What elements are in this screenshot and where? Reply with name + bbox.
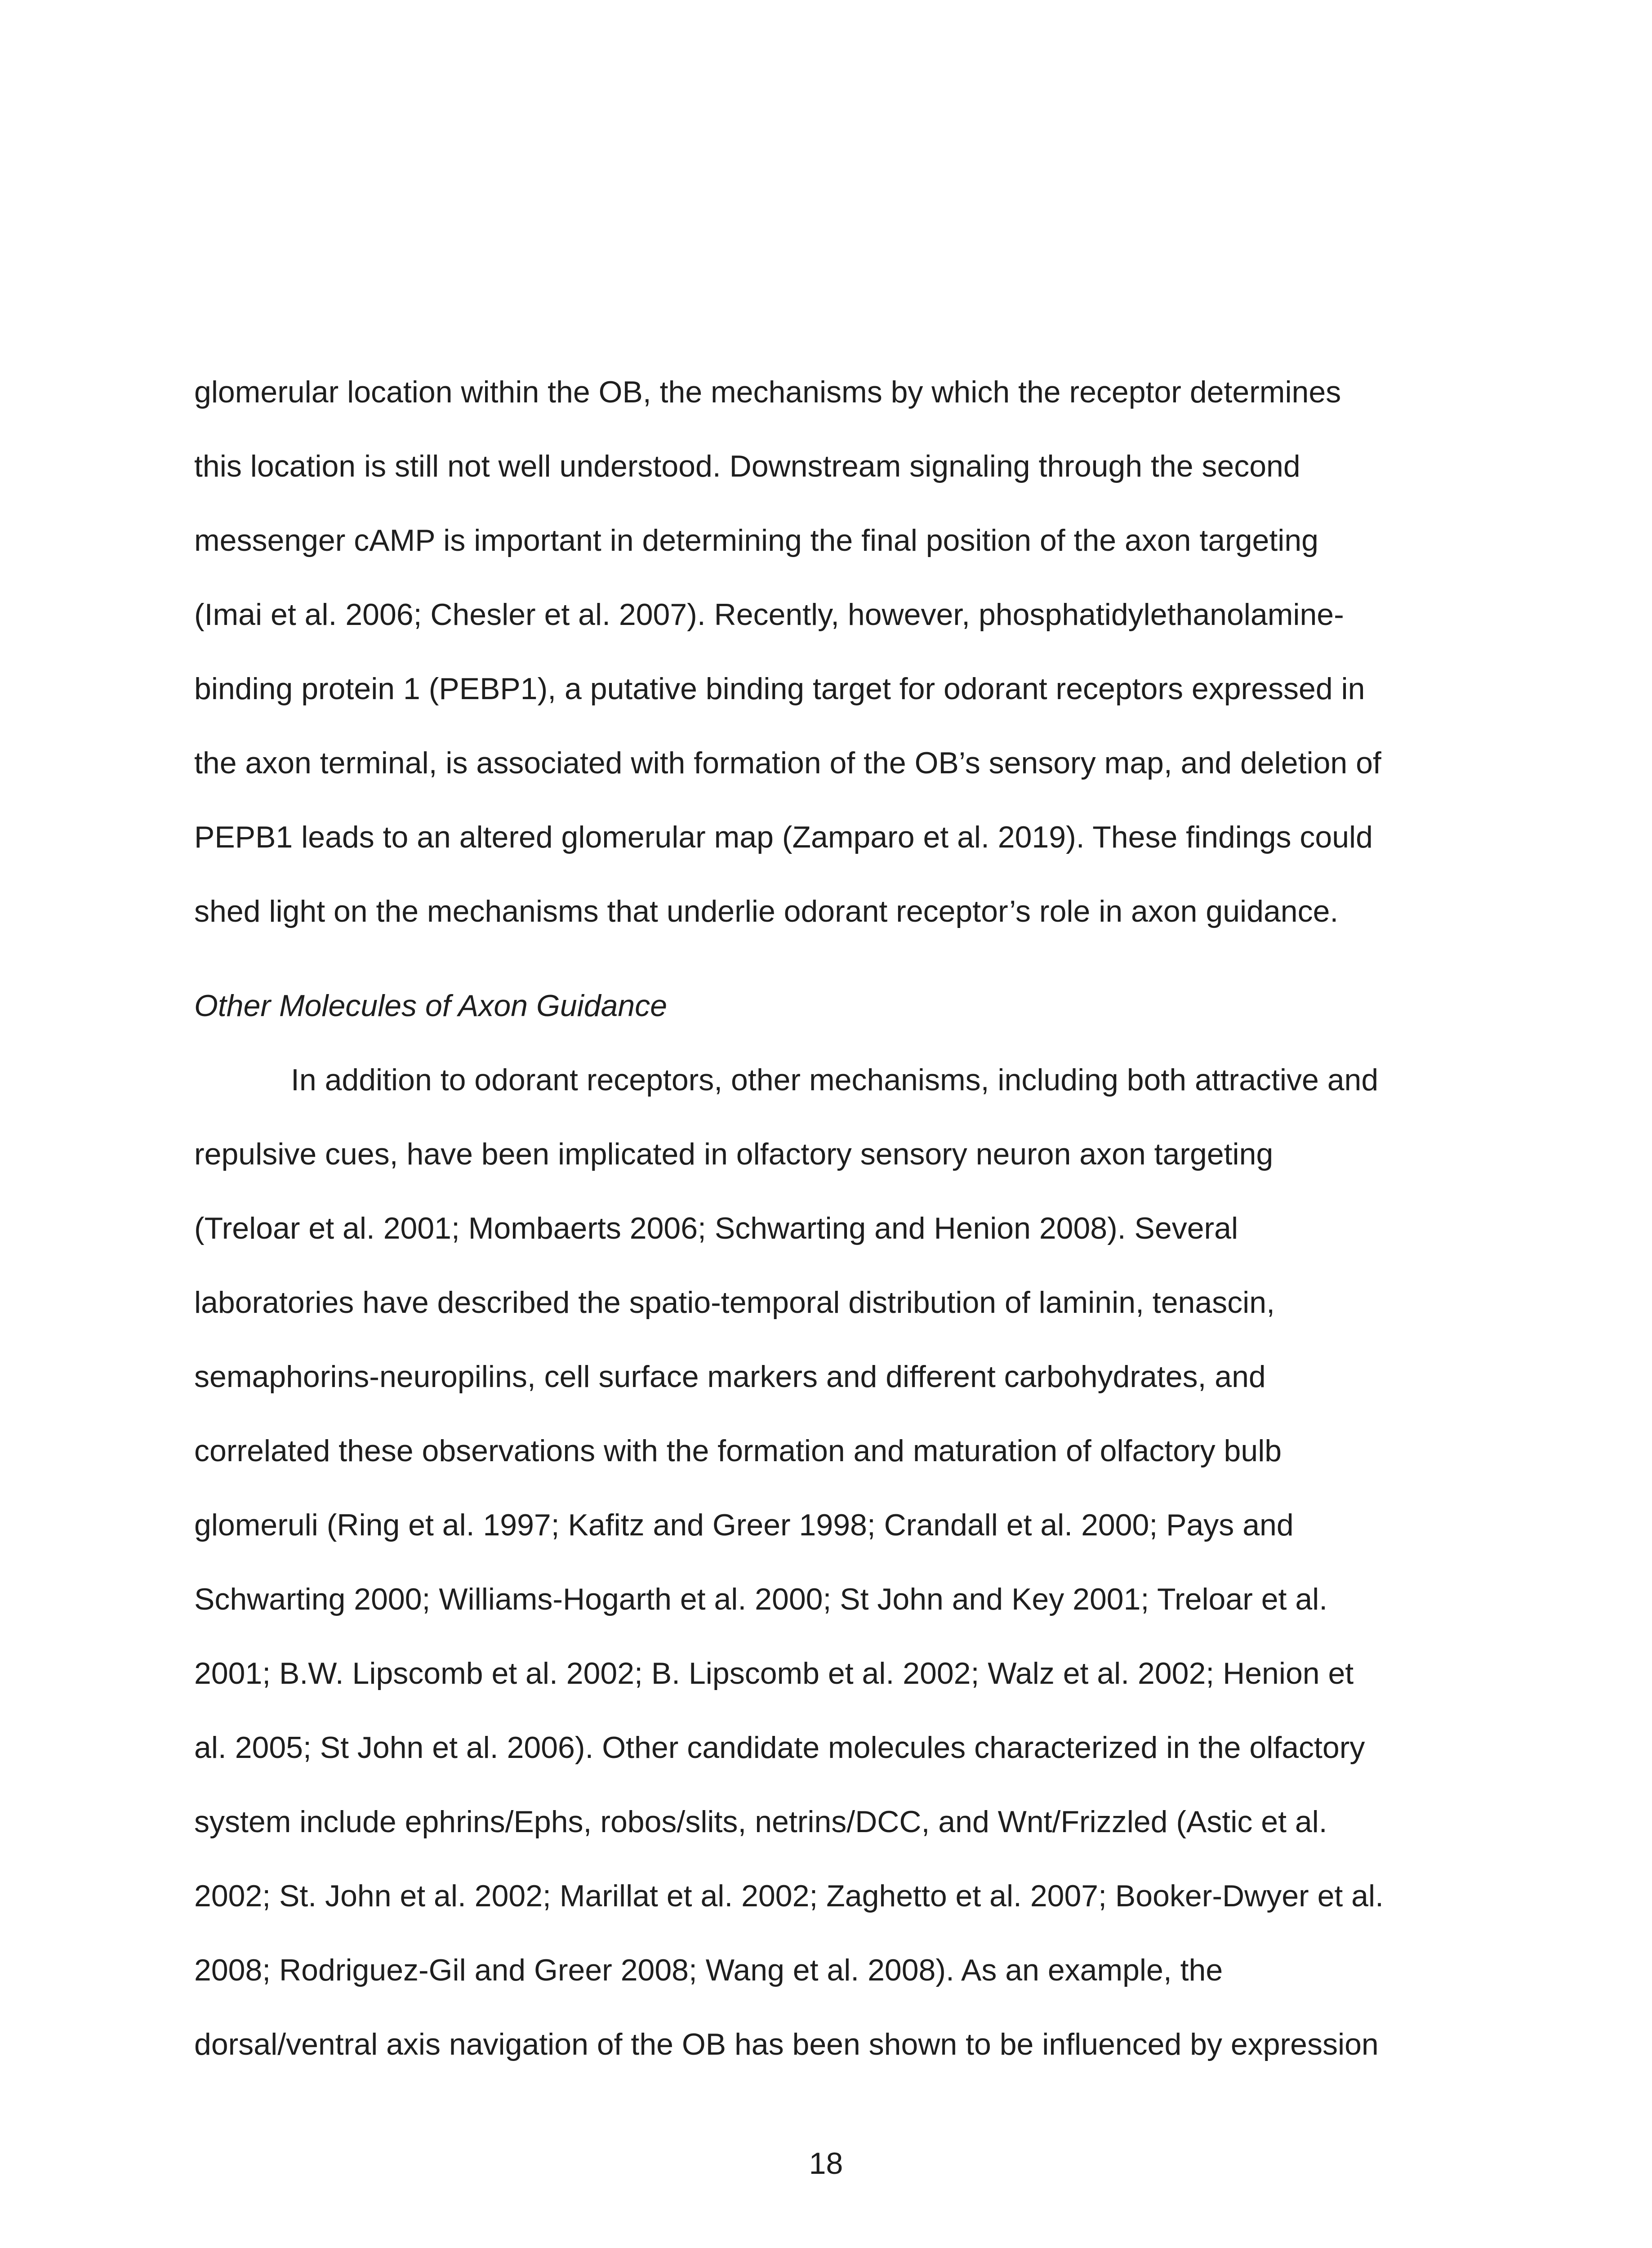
paragraph-1 <box>194 355 1462 949</box>
text-line: repulsive cues, have been implicated in olfactory sensory neuron axon targeting <box>194 1137 1274 1171</box>
text-line: system include ephrins/Ephs, robos/slits, netrins/DCC, and Wnt/Frizzled (Astic et al. <box>194 1805 1327 1839</box>
text-line: semaphorins-neuropilins, cell surface markers and different carbohydrates, and <box>194 1360 1266 1394</box>
text-line: this location is still not well understood. Downstream signaling through the second <box>194 449 1300 483</box>
text-line: 2002; St. John et al. 2002; Marillat et al. 2002; Zaghetto et al. 2007; Booker-Dwyer et al. <box>194 1879 1384 1913</box>
text-line: (Imai et al. 2006; Chesler et al. 2007). Recently, however, phosphatidylethanolamine- <box>194 598 1344 632</box>
text-line: Schwarting 2000; Williams-Hogarth et al. 2000; St John and Key 2001; Treloar et al. <box>194 1582 1328 1616</box>
text-line: (Treloar et al. 2001; Mombaerts 2006; Schwarting and Henion 2008). Several <box>194 1211 1238 1245</box>
text-line: shed light on the mechanisms that underlie odorant receptor’s role in axon guidance. <box>194 894 1339 928</box>
text-line: messenger cAMP is important in determining the final position of the axon targeting <box>194 523 1318 558</box>
text-line: laboratories have described the spatio-temporal distribution of laminin, tenascin, <box>194 1285 1275 1320</box>
text-line: correlated these observations with the formation and maturation of olfactory bulb <box>194 1434 1282 1468</box>
text-line: 2001; B.W. Lipscomb et al. 2002; B. Lipscomb et al. 2002; Walz et al. 2002; Henion et <box>194 1656 1354 1690</box>
section-heading: Other Molecules of Axon Guidance <box>194 989 668 1023</box>
text-line: al. 2005; St John et al. 2006). Other candidate molecules characterized in the olfactory <box>194 1731 1365 1765</box>
text-line: PEPB1 leads to an altered glomerular map (Zamparo et al. 2019). These findings could <box>194 820 1373 854</box>
text-line: binding protein 1 (PEBP1), a putative binding target for odorant receptors expressed in <box>194 672 1365 706</box>
page-number: 18 <box>809 2146 843 2181</box>
text-line: the axon terminal, is associated with formation of the OB’s sensory map, and deletion of <box>194 746 1381 780</box>
text-line: 2008; Rodriguez-Gil and Greer 2008; Wang et al. 2008). As an example, the <box>194 1953 1223 1987</box>
text-line: glomeruli (Ring et al. 1997; Kafitz and Greer 1998; Crandall et al. 2000; Pays and <box>194 1508 1294 1542</box>
text-line: dorsal/ventral axis navigation of the OB has been shown to be influenced by expression <box>194 2027 1379 2061</box>
paragraph-2 <box>194 1043 1462 2082</box>
text-line: In addition to odorant receptors, other mechanisms, including both attractive and <box>291 1063 1379 1097</box>
text-line: glomerular location within the OB, the mechanisms by which the receptor determines <box>194 375 1341 409</box>
